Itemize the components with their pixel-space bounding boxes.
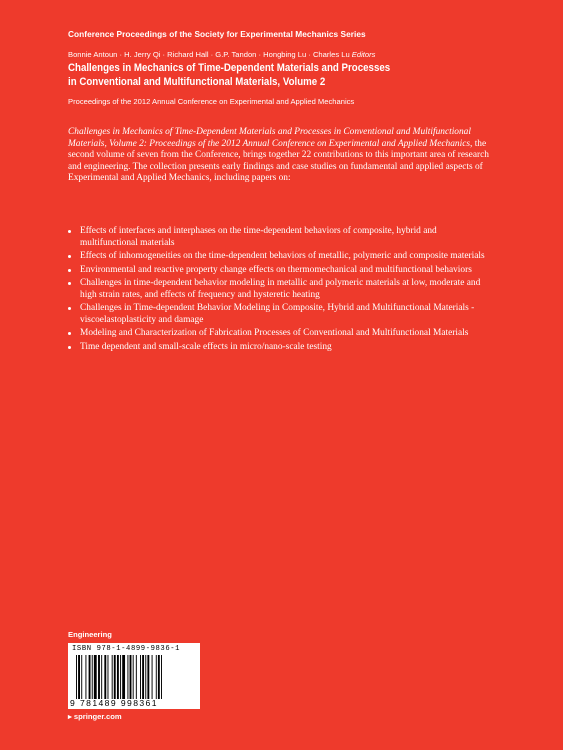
topic-text: Challenges in Time-dependent Behavior Modeling in Composite, Hybrid and Multifunctional Materials - viscoelastoplasticity and damage — [80, 303, 475, 325]
bullet-icon — [68, 307, 71, 310]
barcode-icon — [74, 655, 194, 699]
bullet-icon — [68, 346, 71, 349]
description-italic: Challenges in Mechanics of Time-Dependent Materials and Processes in Conventional and Multifunctional Materials, Volume 2: Proceedings of the 2012 Annual Conference on Experimental and Applied Mechanics — [68, 127, 471, 149]
bullet-icon — [68, 282, 71, 285]
book-title-line-1: Challenges in Mechanics of Time-Dependent Materials and Processes — [68, 62, 391, 74]
description-paragraph — [68, 127, 493, 185]
topic-item — [68, 278, 493, 301]
bullet-icon — [68, 269, 71, 272]
bullet-icon — [68, 332, 71, 335]
proceedings-subtitle: Proceedings of the 2012 Annual Conference on Experimental and Applied Mechanics — [68, 97, 355, 106]
editors-line — [68, 50, 375, 59]
editors-role: Editors — [351, 50, 376, 59]
isbn-number: ISBN 978-1-4899-9836-1 — [72, 645, 181, 653]
topic-item — [68, 226, 493, 249]
topics-list — [68, 226, 493, 355]
topic-item — [68, 251, 493, 263]
subject-label: Engineering — [68, 630, 112, 639]
topic-item — [68, 265, 493, 277]
isbn-barcode — [68, 643, 200, 709]
topic-text: Effects of interfaces and interphases on the time-dependent behaviors of composite, hybrid and multifunctional materials — [80, 226, 437, 248]
book-title-line-2: in Conventional and Multifunctional Materials, Volume 2 — [68, 75, 326, 88]
series-title: Conference Proceedings of the Society for Experimental Mechanics Series — [68, 29, 366, 39]
ean-digits: 9 781489 998361 — [70, 698, 158, 708]
topic-text: Modeling and Characterization of Fabrication Processes of Conventional and Multifunctional Materials — [80, 328, 469, 338]
topic-text: Effects of inhomogeneities on the time-dependent behaviors of metallic, polymeric and composite materials — [80, 251, 485, 261]
topic-item — [68, 303, 493, 326]
topic-text: Challenges in time-dependent behavior modeling in metallic and polymeric materials at low, moderate and high strain rates, and effects of frequency and hysteretic heating — [80, 278, 481, 300]
bullet-icon — [68, 255, 71, 258]
publisher-url: ▸ springer.com — [68, 712, 122, 721]
bullet-icon — [68, 230, 71, 233]
topic-item — [68, 342, 493, 354]
book-title — [68, 62, 488, 89]
editor-names: Bonnie Antoun · H. Jerry Qi · Richard Hall · G.P. Tandon · Hongbing Lu · Charles Lu — [68, 50, 350, 59]
topic-text: Environmental and reactive property change effects on thermomechanical and multifunctional behaviors — [80, 264, 472, 275]
description-text: , the second volume of seven from the Conference, brings together 22 contributions to this important area of research and engineering. The collection presents early findings and case studies on fundamental and applied aspects of Experimental and Applied Mechanics, including papers on: — [68, 138, 489, 183]
topic-text: Time dependent and small-scale effects in micro/nano-scale testing — [80, 341, 332, 352]
topic-item — [68, 328, 493, 340]
